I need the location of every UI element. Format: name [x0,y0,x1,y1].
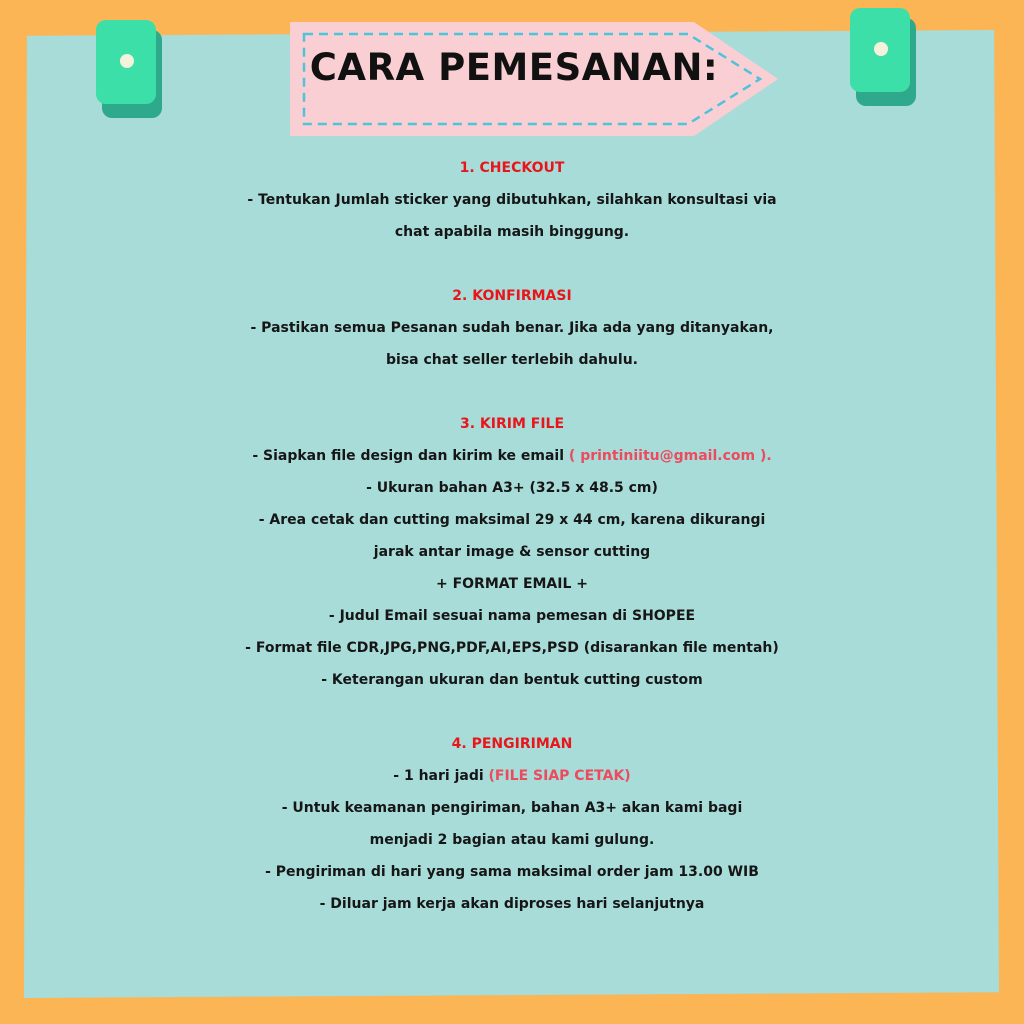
format-email-heading: + FORMAT EMAIL + [435,576,589,592]
section-heading-checkout: 1. CHECKOUT [459,160,565,176]
order-instructions [30,152,994,920]
section-heading-konfirmasi: 2. KONFIRMASI [452,288,572,304]
email-instruction-line [30,440,994,472]
file-siap-cetak-label: (FILE SIAP CETAK) [488,768,631,784]
section-heading-kirim-file: 3. KIRIM FILE [459,416,565,432]
section-heading-pengiriman: 4. PENGIRIMAN [451,736,573,752]
pengiriman-line-text: - 1 hari jadi [393,768,489,784]
pengiriman-line: menjadi 2 bagian atau kami gulung. [369,832,655,848]
pengiriman-line: - Untuk keamanan pengiriman, bahan A3+ akan kami bagi [281,800,743,816]
konfirmasi-line: bisa chat seller terlebih dahulu. [386,352,638,368]
pengiriman-line: - Pengiriman di hari yang sama maksimal order jam 13.00 WIB [265,864,759,880]
email-line-text: - Siapkan file design dan kirim ke email [252,448,569,464]
email-address: ( printiniitu@gmail.com ). [568,448,772,464]
kirim-file-line: - Area cetak dan cutting maksimal 29 x 44 cm, karena dikurangi [258,512,766,528]
pengiriman-line: - Diluar jam kerja akan diproses hari selanjutnya [319,896,705,912]
kirim-file-line: - Judul Email sesuai nama pemesan di SHOPEE [328,608,696,624]
page-title: CARA PEMESANAN: [309,46,719,89]
kirim-file-line: - Keterangan ukuran dan bentuk cutting custom [321,672,703,688]
kirim-file-line: jarak antar image & sensor cutting [373,544,651,560]
kirim-file-line: - Format file CDR,JPG,PNG,PDF,AI,EPS,PSD (disarankan file mentah) [245,640,779,656]
pengiriman-first-line [30,760,994,792]
checkout-line: chat apabila masih binggung. [394,224,630,240]
checkout-line: - Tentukan Jumlah sticker yang dibutuhkan, silahkan konsultasi via [247,192,777,208]
konfirmasi-line: - Pastikan semua Pesanan sudah benar. Jika ada yang ditanyakan, [250,320,774,336]
title-tag [284,16,784,142]
kirim-file-line: - Ukuran bahan A3+ (32.5 x 48.5 cm) [366,480,658,496]
